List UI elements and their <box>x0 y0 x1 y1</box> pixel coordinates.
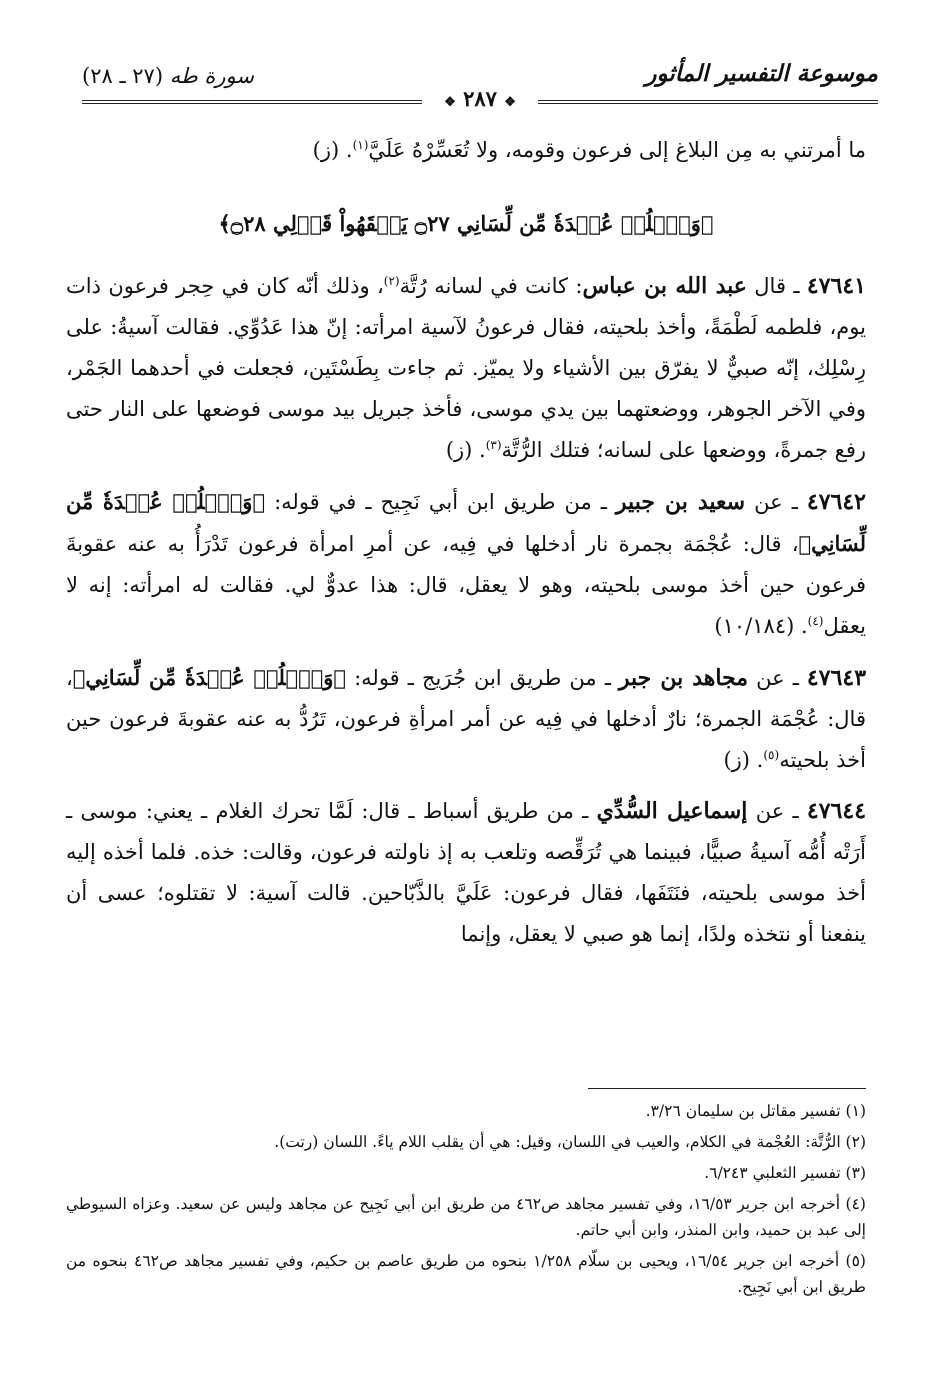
ornament-icon: ❖ <box>444 95 456 110</box>
hadith-entry: ٤٧٦٤٢ ـ عن سعيد بن جبير ـ من طريق ابن أبي نَجِيح ـ في قوله: ﴿وَٱحۡلُلۡ عُقۡدَةٗ مِّن لِّسَانِي﴾، قال: عُجْمَة بجمرة نار أدخلها في فِيه، عن أمرِ امرأة فرعون تَدْرَأُ به عنه عقوبةَ فرعون حين أخذ موسى بلحيته، وهو لا يعقل، قال: هذا عدوٌّ لي. فقالت له امرأته: إنه لا يعقل$^{(٤)}$. (١٠/١٨٤) <box>66 489 866 638</box>
ayah-verse: ﴿وَٱحۡلُلۡ عُقۡدَةٗ مِّن لِّسَانِي ۝٢٧ يَفۡقَهُواْ قَوۡلِي ۝٢٨﴾ <box>218 211 714 236</box>
footnotes <box>66 1098 866 1305</box>
entry-number: ٤٧٦٤٣ <box>806 665 867 691</box>
quran-quote: ﴿وَٱحۡلُلۡ عُقۡدَةٗ مِّن لِّسَانِي﴾ <box>72 665 347 690</box>
narrator-name: إسماعيل السُّدِّي <box>596 798 748 824</box>
ornament-icon: ❖ <box>504 95 516 110</box>
footnote-divider <box>588 1088 866 1089</box>
footnote-ref: (٢) <box>383 274 400 288</box>
footnote-ref: (٣) <box>485 438 502 452</box>
narrator-name: مجاهد بن جبر <box>618 665 749 691</box>
narrator-name: سعيد بن جبير <box>615 489 746 515</box>
intro-paragraph: ما أمرتني به مِن البلاغ إلى فرعون وقومه، ولا تُعَسِّرْهُ عَلَيَّ$^{(١)}$. (ز) <box>312 138 866 162</box>
hadith-entry: ٤٧٦٤١ ـ قال عبد الله بن عباس: كانت في لسانه رُتَّة$^{(٢)}$، وذلك أنّه كان في حِجر فرعون ذات يوم، فلطمه لَطْمَةً، وأخذ بلحيته، فقال فرعونُ لآسية امرأته: إنّ هذا عَدُوِّي. فقالت آسيةُ: على رِسْلِك، إنّه صبيٌّ لا يفرّق بين الأشياء ولا يميّز. ثم جاءت بِطَسْتَين، فجعلت في أحدهما الجَمْر، وفي الآخر الجوهر، ووضعتهما بين يدي موسى، فأخذ جبريل بيد موسى فوضعها على النار حتى رفع جمرةً، ووضعها على لسانه؛ فتلك الرُّتَّة$^{(٣)}$. (ز) <box>66 273 866 462</box>
page-number-line <box>82 86 878 111</box>
entry-number: ٤٧٦٤١ <box>806 273 866 299</box>
quran-quote: ﴿وَٱحۡلُلۡ عُقۡدَةٗ مِّن لِّسَانِي﴾ <box>66 489 866 556</box>
narrator-name: عبد الله بن عباس <box>582 273 747 299</box>
footnote: (٢) الرُّتَّة: العُجْمة في الكلام، والعيب في اللسان، وقيل: هي أن يقلب اللام ياءً. اللسان (رتت). <box>274 1133 866 1151</box>
verse-range: (٢٧ ـ ٢٨) <box>82 64 164 88</box>
footnote: (١) تفسير مقاتل بن سليمان ٣/٢٦. <box>645 1102 866 1120</box>
entry-number: ٤٧٦٤٤ <box>806 798 867 824</box>
book-title: موسوعة التفسير المأثور <box>645 60 878 87</box>
footnote-ref: (١) <box>352 138 369 152</box>
entry-number: ٤٧٦٤٢ <box>806 489 866 515</box>
footnote: (٥) أخرجه ابن جرير ١٦/٥٤، ويحيى بن سلّام ١/٢٥٨ بنحوه من طريق عاصم بن حكيم، وفي تفسير مجاهد ص٤٦٢ بنحوه من طريق ابن أبي نَجِيح. <box>66 1252 866 1296</box>
footnote-ref: (٥) <box>763 748 780 762</box>
page-header <box>82 58 878 111</box>
hadith-entry: ٤٧٦٤٣ ـ عن مجاهد بن جبر ـ من طريق ابن جُرَيج ـ قوله: ﴿وَٱحۡلُلۡ عُقۡدَةٗ مِّن لِّسَانِي﴾، قال: عُجْمَة الجمرة؛ نارٌ أدخلها في فِيه عن أمر امرأةِ فرعون، تَرُدُّ به عنه عقوبةَ فرعون حين أخذ بلحيته$^{(٥)}$. (ز) <box>66 665 867 772</box>
footnote: (٣) تفسير الثعلبي ٦/٢٤٣. <box>704 1164 866 1182</box>
footnote: (٤) أخرجه ابن جرير ١٦/٥٣، وفي تفسير مجاهد ص٤٦٢ من طريق ابن أبي نَجِيح عن مجاهد وليس عن سعيد. وعزاه السيوطي إلى عبد بن حميد، وابن المنذر، وابن أبي حاتم. <box>66 1195 866 1239</box>
surah-title <box>82 64 254 88</box>
hadith-entry: ٤٧٦٤٤ ـ عن إسماعيل السُّدِّي ـ من طريق أسباط ـ قال: لَمَّا تحرك الغلام ـ يعني: موسى ـ أَرَتْه أُمُّه آسيةُ صبيًّا، فبينما هي تُرَقِّصه وتلعب به إذ ناولته فرعون، وقالت: خذه. فلما أخذه إليه أخذ موسى بلحيته، فنَتَفَها، فقال فرعون: عَلَيَّ بالذَّبّاحين. قالت آسية: لا تقتلوه؛ عسى أن ينفعنا أو نتخذه ولدًا، إنما هو صبي لا يعقل، وإنما <box>66 798 867 946</box>
surah-name: سورة طه <box>169 64 254 88</box>
page-number: ٢٨٧ <box>463 86 497 111</box>
footnote-ref: (٤) <box>807 614 824 628</box>
page-body <box>66 130 866 955</box>
